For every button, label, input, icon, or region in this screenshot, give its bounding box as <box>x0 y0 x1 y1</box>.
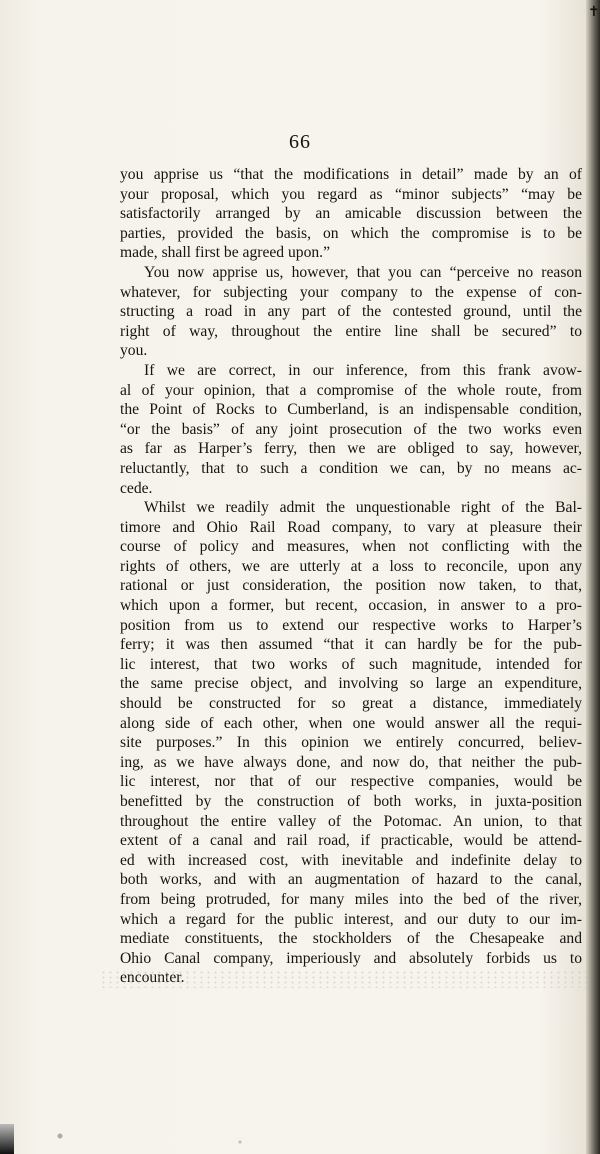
text-line: benefitted by the construction of both works, in juxta-position <box>120 793 582 810</box>
page-number: 66 <box>289 131 311 153</box>
bleed-through-speckle <box>100 970 590 988</box>
text-line: throughout the entire valley of the Potomac. An union, to that <box>120 812 582 830</box>
text-line: site purposes.” In this opinion we entirely concurred, believ- <box>120 734 582 752</box>
text-line: should be constructed for so great a distance, immediately <box>120 695 582 713</box>
text-line: which upon a former, but recent, occasion, in answer to a pro- <box>120 597 582 615</box>
text-line: reluctantly, that to such a condition we can, by no means ac- <box>120 459 582 477</box>
text-line: ing, as we have always done, and now do, that neither the pub- <box>120 753 582 771</box>
text-line: extent of a canal and rail road, if practicable, would be attend- <box>120 832 582 850</box>
text-line: encounter. <box>120 969 185 987</box>
text-line: cede. <box>120 479 153 497</box>
text-line: “or the basis” of any joint prosecution of the two works even <box>120 420 582 438</box>
body-text <box>120 165 582 988</box>
text-line: ed with increased cost, with inevitable and indefinite delay to <box>120 851 582 869</box>
text-line: right of way, throughout the entire line shall be secured” to <box>120 322 582 340</box>
scan-noise <box>0 1094 600 1154</box>
text-line: made, shall first be agreed upon.” <box>120 244 331 262</box>
text-line: from being protruded, for many miles into the bed of the river, <box>120 890 582 908</box>
scan-edge-mark <box>0 1124 14 1154</box>
text-line: parties, provided the basis, on which the compromise is to be <box>120 224 582 242</box>
text-line: timore and Ohio Rail Road company, to vary at pleasure their <box>120 518 582 536</box>
text-line: satisfactorily arranged by an amicable discussion between the <box>120 205 582 223</box>
text-line: If we are correct, in our inference, from this frank avow- <box>144 361 582 379</box>
text-line: ferry; it was then assumed “that it can hardly be for the pub- <box>120 636 582 654</box>
text-line: along side of each other, when one would answer all the requi- <box>120 714 582 732</box>
text-line: your proposal, which you regard as “minor subjects” “may be <box>120 185 582 203</box>
text-line: which a regard for the public interest, and our duty to our im- <box>120 910 582 928</box>
text-line: you apprise us “that the modifications in detail” made by an of <box>120 166 582 183</box>
text-line: structing a road in any part of the contested ground, until the <box>120 303 582 321</box>
text-line: lic interest, nor that of our respective companies, would be <box>120 773 582 791</box>
text-line: the same precise object, and involving so large an expenditure, <box>120 675 582 693</box>
text-line: the Point of Rocks to Cumberland, is an indispensable condition, <box>120 401 582 419</box>
text-line: position from us to extend our respective works to Harper’s <box>120 616 582 634</box>
text-line: whatever, for subjecting your company to the expense of con- <box>120 283 582 301</box>
text-line: rights of others, we are utterly at a loss to reconcile, upon any <box>120 557 582 575</box>
spine-mark-icon: ✝ <box>588 4 600 20</box>
text-line: rational or just consideration, the position now taken, to that, <box>120 577 582 595</box>
text-line: mediate constituents, the stockholders of the Chesapeake and <box>120 930 582 948</box>
text-line: course of policy and measures, when not conflicting with the <box>120 538 582 556</box>
text-line: You now apprise us, however, that you can “perceive no reason <box>144 263 582 281</box>
text-line: al of your opinion, that a compromise of the whole route, from <box>120 381 582 399</box>
text-line: Ohio Canal company, imperiously and absolutely forbids us to <box>120 949 582 967</box>
text-line: both works, and with an augmentation of hazard to the canal, <box>120 871 582 889</box>
text-line: as far as Harper’s ferry, then we are obliged to say, however, <box>120 440 582 458</box>
text-line: Whilst we readily admit the unquestionable right of the Bal- <box>144 499 582 517</box>
text-line: you. <box>120 342 148 360</box>
text-line: lic interest, that two works of such magnitude, intended for <box>120 655 582 673</box>
